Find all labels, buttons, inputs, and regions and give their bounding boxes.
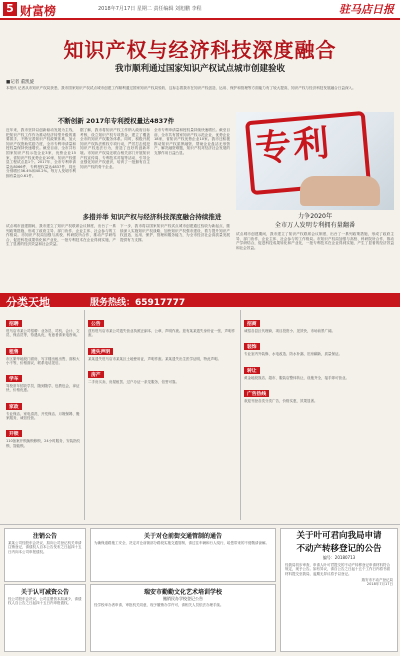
classified-head: 广告热线 xyxy=(244,390,269,397)
article-column-1: 近年来，我市坚持以创新驱动发展为主线，把知识产权工作作为推动经济转型升级的重要抓手，不断完善知识产权政策体系，加大知识产权资助奖励力度，全市专利申请量和授权量保持快速增长。截至目前，全市共有国家知识产权示范企业3家、优势企业15家，省知识产权优势企业10家，知识产权强县工程试点县1个。2017年，全市专利申请量达8066件，专利授权量达4837件，同比分别增长36.4%和40.2%。每万人发明专利拥有量达0.61件。 xyxy=(6,128,76,178)
header-meta: 2018年7月17日 星期二 责任编辑 刘旭鹏 李程 xyxy=(98,6,202,12)
classified-head: 装饰 xyxy=(244,343,260,350)
classified-entry xyxy=(88,338,238,361)
newspaper-logo: 驻马店日报 xyxy=(339,3,394,16)
section-heading-1: 不断创新 2017年专利授权量达4837件 xyxy=(57,117,175,125)
classified-entry xyxy=(244,380,394,403)
classified-entry xyxy=(88,361,238,384)
classifieds-left-column xyxy=(6,310,82,522)
photo-caption-line-1: 力争2020年 xyxy=(297,213,333,220)
classified-text: 110备案开锁换锁修锁，24小时服务，安装指纹锁、智能锁。 xyxy=(6,439,81,448)
patent-stamp-text: 专利 xyxy=(253,121,333,171)
classified-text: 驾校常年招收学员，随到随学，包教包会，拿证快，价格优惠。 xyxy=(6,384,80,393)
classifieds-middle-column xyxy=(88,310,238,522)
article-column-5: 下一步，我市将以国家知识产权试点城市创建通过验收为新起点，继续深入实施知识产权战略，加快知识产权强市建设，着力提升知识产权创造、运用、保护、管理和服务能力，为全市经济社会高质量发展提供有力支撑。 xyxy=(120,224,230,242)
classified-head: 房产 xyxy=(88,371,104,378)
classified-entry xyxy=(244,333,394,356)
notice-subtitle: 撤销民办学校登记公告 xyxy=(163,596,203,601)
classified-head: 招聘 xyxy=(6,320,22,327)
classified-text: 兹有驻马店市某公司遗失营业执照正副本、公章，声明作废。兹有某某遗失身份证一张，声明作废。 xyxy=(88,329,235,338)
section-heading-2: 多措并举 知识产权与经济科技深度融合持续推进 xyxy=(82,213,222,221)
classified-head: 遗失声明 xyxy=(88,348,113,355)
article-column-6: 试点城市创建期间，我市建立了知识产权联席会议制度，出台了一系列政策措施，形成了政府主导、部门协作、企业主体、社会参与的工作格局。市知识产权局加强与高校、科研院所合作，推动产学研结合，促进科技成果转化和产业化，一批专利技术在企业得到实施，产生了显著的经济效益和社会效益。 xyxy=(236,232,394,250)
headline: 知识产权与经济科技深度融合 xyxy=(63,38,337,62)
photo-hand xyxy=(300,176,380,206)
classified-head: 招商 xyxy=(244,320,260,327)
notice-title-line-2: 不动产转移登记的公告 xyxy=(296,544,382,554)
notice-title: 瑞安市勤勤文化艺术培训学校 xyxy=(143,589,222,596)
photo-caption-line-2: 全市万人发明专利拥有量翻番 xyxy=(274,221,356,229)
subheadline: 我市顺利通过国家知识产权试点城市创建验收 xyxy=(114,64,285,74)
classifieds-phone: 服务热线：65917777 xyxy=(90,298,186,308)
classified-text: 二手房买卖、房屋租赁、过户办证一条龙服务，信誉可靠。 xyxy=(88,379,179,384)
classified-entry xyxy=(6,393,82,421)
column-divider xyxy=(84,310,85,520)
byline: ■记者 董凯旋 xyxy=(6,80,35,85)
notice-traffic-control xyxy=(90,528,276,582)
notice-text: 经我局初步审查，申请人叶可君提交的不动产转移登记申请材料符合规定，现予公告。如有异议，请自公告之日起十五个工作日内将书面材料提交至我局，逾期无异议将予以登记。 xyxy=(285,563,390,576)
classified-entry xyxy=(6,365,82,393)
classifieds-banner xyxy=(0,293,400,307)
notice-title: 关于认可减资公告 xyxy=(20,589,69,596)
section-divider xyxy=(0,524,400,525)
notice-text: 为确保道路施工安全，决定对仓前街部分路段实施交通管制，请过往车辆和行人绕行，给您带来的不便敬请谅解。 xyxy=(94,541,269,545)
column-divider xyxy=(240,310,241,520)
notice-number: 编号：20180713 xyxy=(322,555,356,560)
article-column-3: 全市专利申请量和授权量持续快速增长。截至目前，全市共有国家知识产权示范企业、优势企业18家，省知识产权优势企业10家。我市还积极推动知识产权质押融资，帮助企业盘活无形资产，解决融资难题，知识产权对经济社会发展的支撑作用日益凸显。 xyxy=(154,128,230,155)
notice-title-line-1: 关于叶可君向我局申请 xyxy=(296,531,382,541)
classified-entry xyxy=(88,310,238,338)
notice-cancellation xyxy=(4,528,86,582)
article-lede: 本报讯 记者从市知识产权局获悉，我市国家知识产权试点城市创建工作顺利通过国家知识产权局验收，这标志着我市在知识产权创造、运用、保护和管理等方面能力有了较大提高，知识产权与经济科技发展融合日益深入。 xyxy=(6,86,356,90)
notice-capital-reduction xyxy=(4,584,86,652)
notice-property-transfer xyxy=(280,528,398,652)
classified-head: 租售 xyxy=(6,348,22,355)
classified-head: 家政 xyxy=(6,403,22,410)
notice-title: 注销公告 xyxy=(32,533,57,540)
classified-head: 开锁 xyxy=(6,430,22,437)
classified-head: 转让 xyxy=(244,367,260,374)
classified-text: 市区繁华地段门面房、写字楼出租出售，面积大小不等，价格面议，联系电话见后。 xyxy=(6,356,80,365)
article-column-2: 据了解，我市将知识产权工作纳入政府目标考核，设立知识产权专项资金，建立了覆盖全市的知识产权服务体系。同时，积极开展知识产权执法维权专项行动，严厉打击侵犯知识产权违法行为，营造了良好的创新环境。市知识产权局还联合相关部门开展知识产权宣传周、专利技术对接等活动，引导企业强化知识产权意识，培育了一批拥有自主知识产权的骨干企业。 xyxy=(80,128,150,169)
notice-date: 2018年7月17日 xyxy=(366,582,393,587)
classified-entry xyxy=(6,310,82,338)
classified-entry xyxy=(6,420,82,448)
classified-text: 专业保洁、家电清洗、开荒保洁、月嫂保姆、搬家服务，诚信经营。 xyxy=(6,411,80,421)
classified-text: 驻马店市某公司招聘：业务员、司机、会计、文员、保洁员等，待遇从优，有意者请来电咨询。 xyxy=(6,329,80,338)
section-title: 财富榜 xyxy=(20,4,57,18)
notice-signature: 瑞安市不动产登记局 xyxy=(361,577,393,582)
page-number: 5 xyxy=(3,2,17,16)
notice-text: 经学校举办者申请，审批机关同意，现予撤销办学许可，请相关人员依法办理手续。 xyxy=(94,603,224,607)
classified-entry xyxy=(244,357,394,380)
classified-text: 某某遗失驻马店市某某区土地使用证，声明作废。某某遗失出生医学证明，特此声明。 xyxy=(88,356,221,361)
classified-entry xyxy=(6,338,82,366)
classifieds-title: 分类天地 xyxy=(6,296,50,309)
notice-text: 经公司股东会决议，公司注册资本拟减少，请债权人自公告之日起四十五日内申报债权。 xyxy=(8,597,82,606)
classified-text: 专业室内外装修、水电改造、防水补漏、旧房翻新，质量保证。 xyxy=(244,352,342,357)
photo-caption xyxy=(236,213,394,230)
notice-text: 某某公司经股东会决议，拟向公司登记机关申请注销登记，请债权人自本公告发布之日起四十五日内向本公司申报债权。 xyxy=(8,541,82,554)
classified-entry xyxy=(244,310,394,333)
classified-text: 诚招各县区代理商，项目投资小、见效快，市场前景广阔。 xyxy=(244,329,335,333)
classified-text: 欢迎刊登各类分类广告，价格实惠，效果显著。 xyxy=(244,398,318,403)
article-column-4: 试点城市创建期间，我市建立了知识产权联席会议制度，出台了一系列政策措施，形成了政府主导、部门协作、企业主体、社会参与的工作格局。市知识产权局加强与高校、科研院所合作，推动产学研结合，促进科技成果转化和产业化，一批专利技术在企业得到实施，产生了显著的经济效益和社会效益。 xyxy=(6,224,116,247)
classifieds-right-column xyxy=(244,310,394,522)
classified-head: 学车 xyxy=(6,375,22,382)
notice-school-deregistration xyxy=(90,584,276,652)
classified-head: 公告 xyxy=(88,320,104,327)
notice-title: 关于对仓前街交通管制的通告 xyxy=(143,533,222,540)
classified-text: 黄金地段饭店、超市、服装店整体转让，设施齐全，接手即可营业。 xyxy=(244,375,349,380)
